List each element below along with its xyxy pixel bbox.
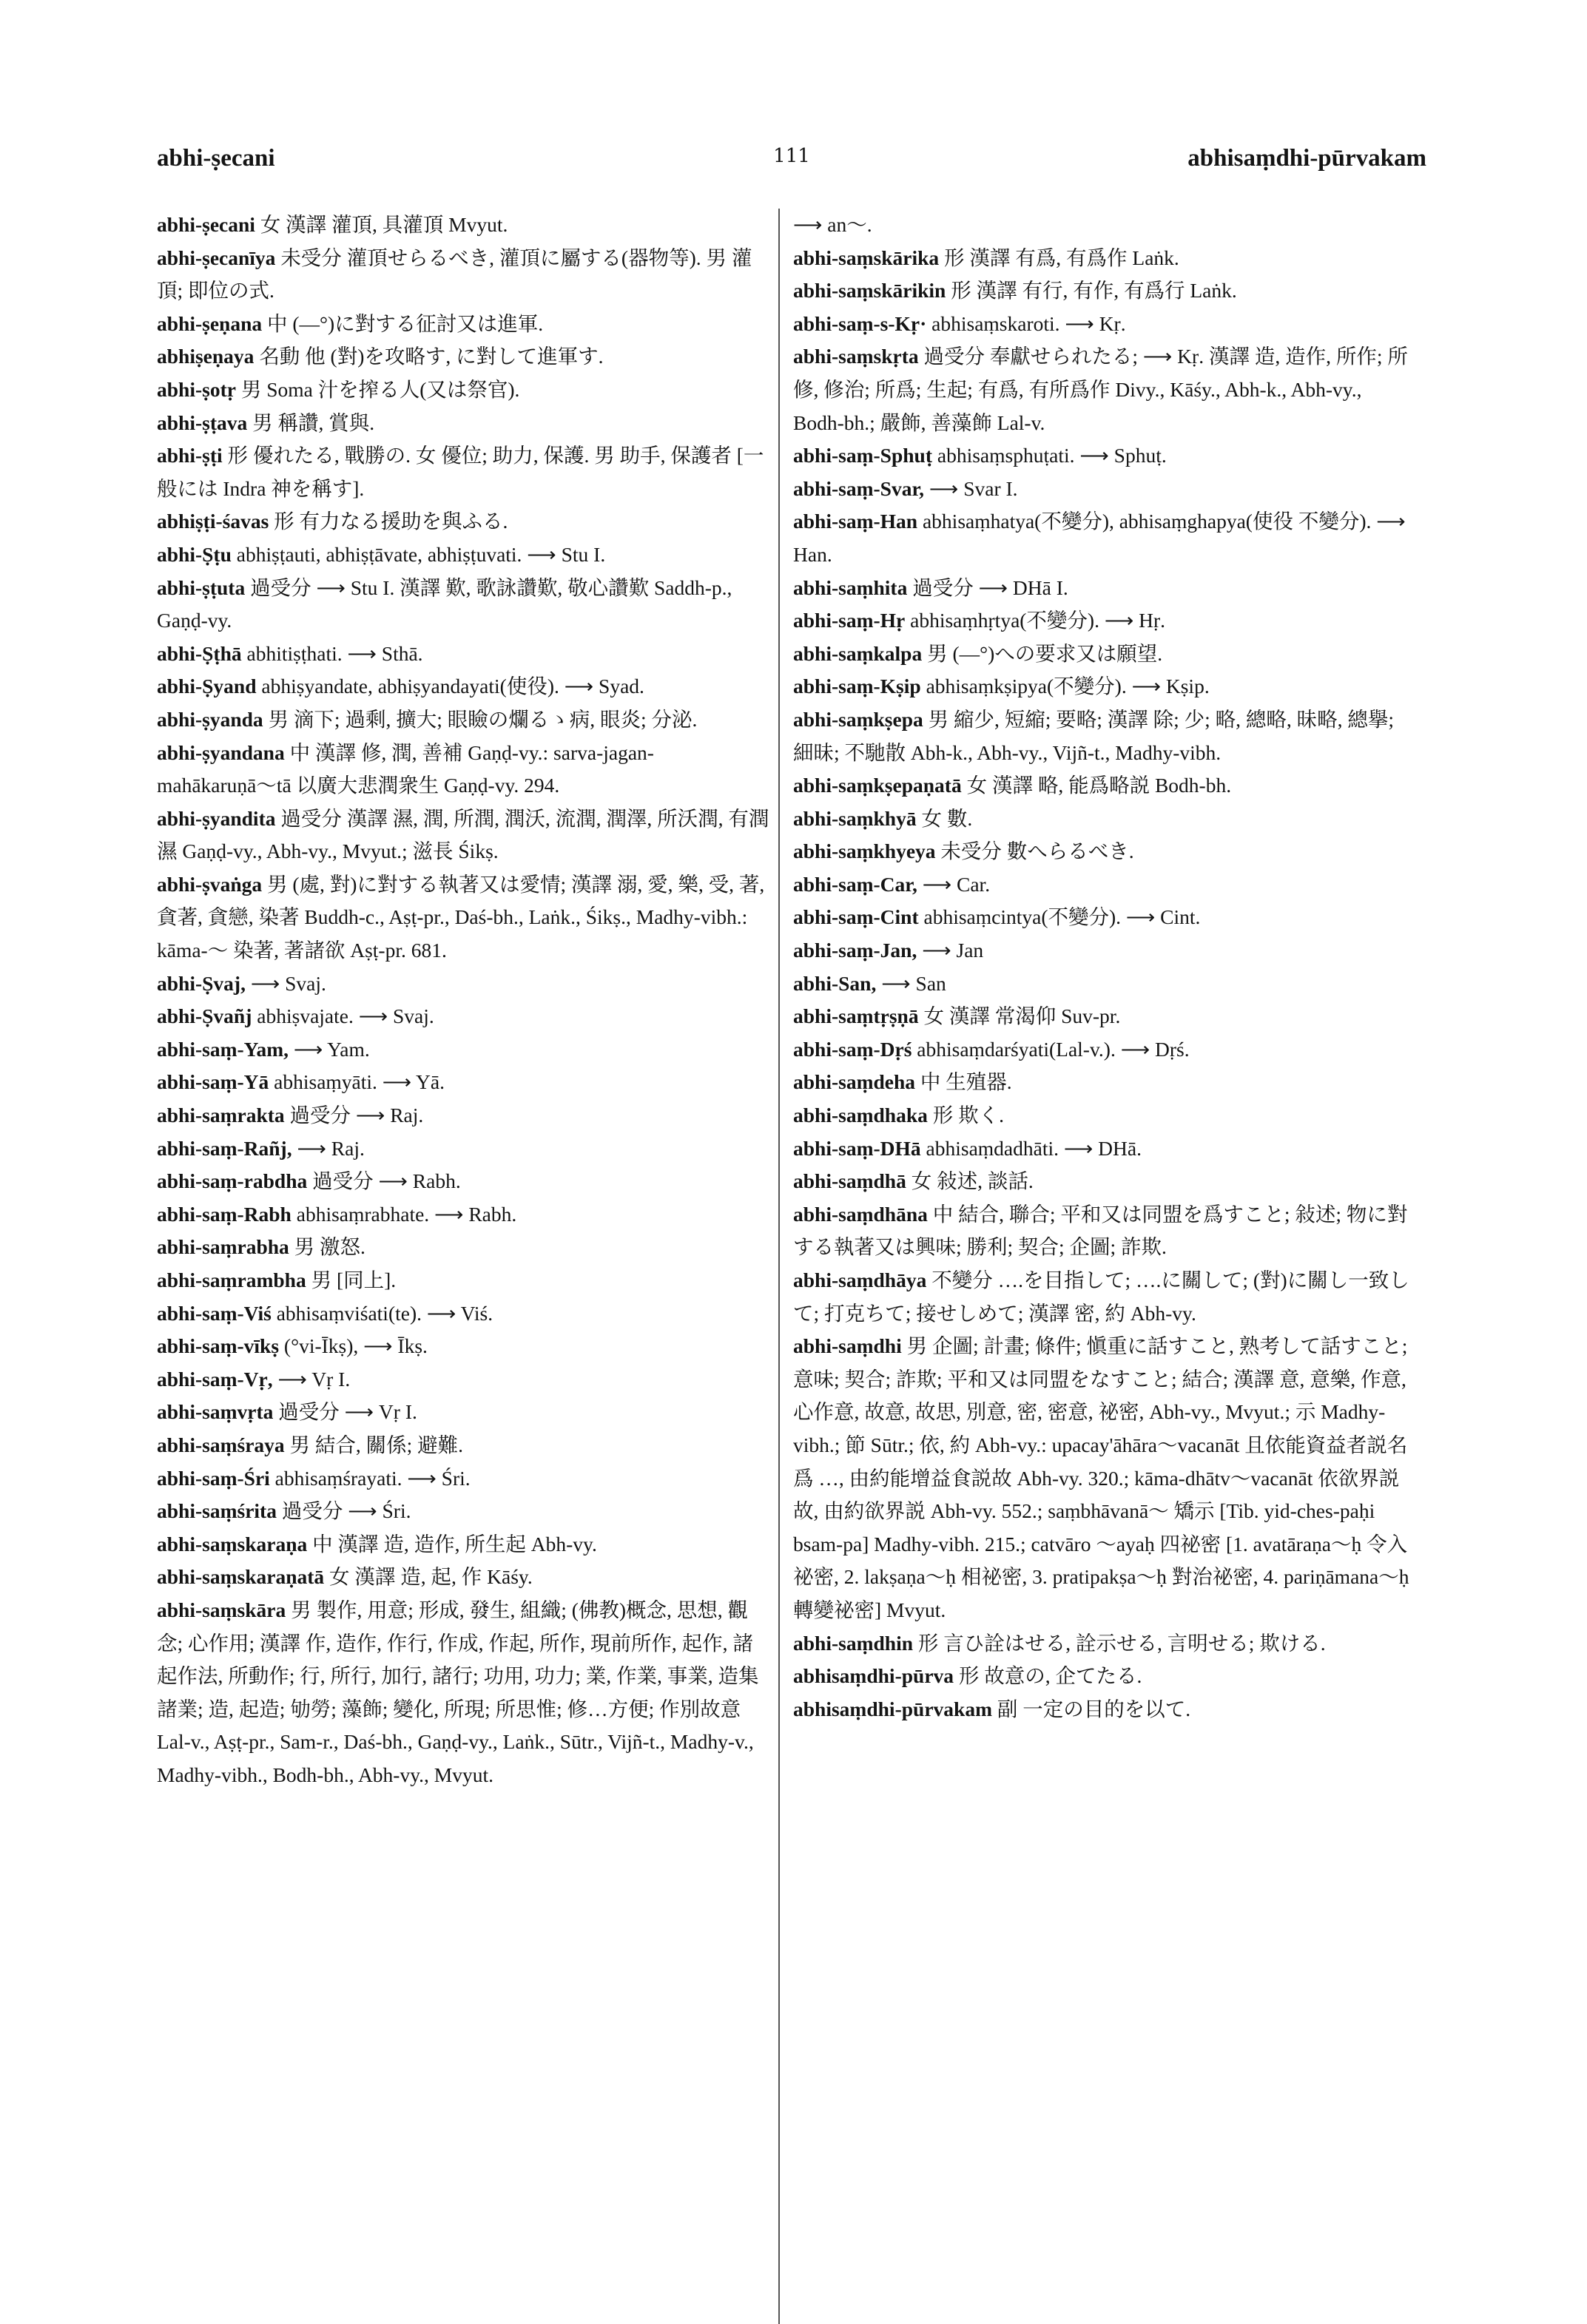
dictionary-entry: [793, 1198, 1415, 1264]
entry-definition: ⟶ San: [881, 971, 946, 995]
entry-headword: abhi-ṣvaṅga: [157, 872, 263, 896]
dictionary-entry: [793, 803, 1415, 836]
entry-headword: abhi-saṃ-rabdha: [157, 1169, 308, 1193]
entry-definition: 中 (—°)に對する征討又は進軍.: [267, 311, 544, 335]
entry-definition: abhiṣvajate. ⟶ Svaj.: [257, 1004, 434, 1028]
dictionary-entry: [157, 308, 771, 341]
dictionary-entry: [157, 803, 771, 868]
entry-definition: 形 故意の, 企てたる.: [958, 1664, 1142, 1688]
dictionary-entry: [793, 1330, 1415, 1627]
entry-headword: abhi-saṃ-Cint: [793, 905, 919, 929]
entry-headword: abhi-saṃhita: [793, 575, 908, 599]
dictionary-entry: [793, 209, 1415, 242]
dictionary-entry: [157, 439, 771, 505]
entry-headword: abhi-Ṣṭhā: [157, 641, 242, 665]
entry-headword: abhi-saṃkhyā: [793, 806, 917, 830]
entry-headword: abhi-saṃdhā: [793, 1169, 906, 1193]
dictionary-entry: [793, 835, 1415, 868]
column-divider: [778, 209, 780, 2324]
entry-definition: abhisaṃśrayati. ⟶ Śri.: [274, 1466, 471, 1490]
entry-headword: abhi-saṃ-Dṛś: [793, 1037, 912, 1061]
entry-definition: 女 漢譯 常渴仰 Suv-pr.: [923, 1004, 1121, 1028]
dictionary-entry: [157, 1528, 771, 1561]
dictionary-entry: [793, 604, 1415, 638]
entry-headword: abhi-saṃskaraṇa: [157, 1532, 308, 1555]
entry-headword: abhi-saṃkṣepa: [793, 707, 923, 731]
dictionary-entry: [793, 572, 1415, 605]
running-head-right: abhisaṃdhi-pūrvakam: [1187, 145, 1426, 172]
dictionary-entry: [157, 967, 771, 1001]
entry-headword: abhi-saṃdhaka: [793, 1104, 928, 1127]
entry-definition: 過受分 ⟶ Vṛ I.: [278, 1400, 417, 1424]
dictionary-entry: [793, 242, 1415, 275]
dictionary-entry: [793, 638, 1415, 671]
entry-definition: abhisaṃrabhate. ⟶ Rabh.: [296, 1202, 517, 1226]
entry-headword: abhi-ṣyanda: [157, 707, 263, 731]
dictionary-entry: [157, 1198, 771, 1232]
entry-headword: abhi-saṃ-Rabh: [157, 1202, 292, 1226]
dictionary-entry: [157, 737, 771, 803]
entry-headword: abhi-saṃśraya: [157, 1433, 285, 1456]
entry-definition: abhisaṃhṛtya(不變分). ⟶ Hṛ.: [910, 609, 1166, 632]
dictionary-entry: [157, 1363, 771, 1396]
page-header: [157, 145, 1426, 175]
dictionary-entry: [157, 1297, 771, 1331]
entry-headword: abhi-Ṣṭu: [157, 542, 232, 566]
entry-definition: 不變分 ….を目指して; ….に關して; (對)に關し一致して; 打克ちて; 接せしめて; 漢譯 密, 約 Abh-vy.: [793, 1269, 1409, 1325]
entry-definition: 中 結合, 聯合; 平和又は同盟を爲すこと; 敍述; 物に對する執著又は興味; 勝利; 契合; 企圖; 詐欺.: [793, 1202, 1408, 1259]
dictionary-entry: [793, 1066, 1415, 1099]
entry-definition: ⟶ Jan: [922, 939, 984, 962]
entry-definition: 中 漢譯 造, 造作, 所生起 Abh-vy.: [312, 1532, 597, 1555]
entry-headword: abhi-saṃdhāna: [793, 1202, 928, 1226]
dictionary-entry: [157, 1033, 771, 1067]
dictionary-entry: [157, 638, 771, 671]
dictionary-entry: [157, 1000, 771, 1033]
dictionary-entry: [793, 1033, 1415, 1067]
entry-headword: abhi-saṃ-Yam,: [157, 1037, 289, 1061]
dictionary-entry: [793, 703, 1415, 769]
dictionary-entry: [793, 901, 1415, 934]
entry-headword: abhi-saṃ-Han: [793, 510, 918, 533]
entry-definition: abhisaṃsphuṭati. ⟶ Sphuṭ.: [937, 444, 1167, 467]
entry-headword: abhi-saṃkalpa: [793, 641, 923, 665]
dictionary-entry: [157, 340, 771, 374]
dictionary-entry: [157, 1429, 771, 1462]
entry-headword: abhi-ṣṭi: [157, 444, 223, 467]
entry-headword: abhiṣeṇaya: [157, 345, 255, 368]
dictionary-entry: [157, 407, 771, 440]
entry-definition: 女 漢譯 造, 起, 作 Kāśy.: [329, 1565, 533, 1589]
entry-definition: 男 企圖; 計畫; 條件; 愼重に話すこと, 熟考して話すこと; 意味; 契合; 詐欺; 平和又は同盟をなすこと; 結合; 漢譯 意, 意樂, 作意, 心作意, 故意, 故思, 別意, 密, 密意, 祕密, Abh-vy., Mvyut.; 示 Madhy-vibh.; 節 Sūtr.; 依, 約 Abh-vy.: upacay'āhāra〜vacanāt 且依能資益者説名爲 …, 由約能增益食説故 Abh-vy. 320.; kāma-dhātv〜vacanāt 依欲界説故, 由約欲界説 Abh-vy. 552.; saṃbhāvanā〜 矯示 [Tib. yid-ches-paḥi bsam-pa] Madhy-vibh. 215.; catvāro 〜ayaḥ 四祕密 [1. avatāraṇa〜ḥ 令入祕密, 2. lakṣaṇa〜ḥ 相祕密, 3. pratipakṣa〜ḥ 對治祕密, 4. pariṇāmana〜ḥ 轉變祕密] Mvyut.: [793, 1334, 1409, 1621]
entry-definition: 過受分 ⟶ Raj.: [289, 1104, 424, 1127]
entry-definition: abhisaṃcintya(不變分). ⟶ Cint.: [923, 905, 1201, 929]
entry-headword: abhi-saṃ-Śri: [157, 1466, 270, 1490]
dictionary-entry: [157, 868, 771, 967]
dictionary-entry: [157, 1462, 771, 1496]
entry-headword: abhi-saṃskṛta: [793, 345, 919, 368]
dictionary-entry: [793, 967, 1415, 1001]
entry-headword: abhi-ṣyandita: [157, 806, 276, 830]
entry-headword: abhi-saṃ-Kṣip: [793, 675, 921, 698]
entry-definition: abhisaṃdarśyati(Lal-v.). ⟶ Dṛś.: [917, 1037, 1190, 1061]
entry-headword: abhi-ṣeṇana: [157, 311, 263, 335]
entry-definition: 形 欺く.: [932, 1104, 1005, 1127]
dictionary-entry: [157, 670, 771, 703]
entry-definition: ⟶ Svaj.: [250, 971, 326, 995]
entry-definition: abhitiṣṭhati. ⟶ Sthā.: [246, 641, 423, 665]
dictionary-entry: [793, 340, 1415, 439]
entry-headword: abhi-saṃ-DHā: [793, 1136, 921, 1160]
entry-definition: abhiṣṭauti, abhiṣṭāvate, abhiṣṭuvati. ⟶ Stu I.: [236, 542, 606, 566]
entry-headword: abhi-saṃ-Viś: [157, 1301, 272, 1325]
dictionary-entry: [157, 703, 771, 737]
entry-definition: 未受分 灌頂せらるべき, 灌頂に屬する(器物等). 男 灌頂; 即位の式.: [157, 246, 752, 303]
dictionary-entry: [793, 1627, 1415, 1661]
entry-definition: 男 滴下; 過剩, 擴大; 眼瞼の爛るゝ病, 眼炎; 分泌.: [268, 707, 698, 731]
entry-headword: abhi-ṣṭava: [157, 411, 248, 434]
dictionary-entry: [157, 1396, 771, 1429]
entry-definition: 中 漢譯 修, 潤, 善補 Gaṇḍ-vy.: sarva-jagan-mahākaruṇā〜tā 以廣大悲潤衆生 Gaṇḍ-vy. 294.: [157, 740, 654, 797]
entry-definition: 形 漢譯 有行, 有作, 有爲行 Laṅk.: [951, 279, 1237, 303]
entry-definition: ⟶ an〜.: [793, 213, 872, 236]
entry-headword: abhi-saṃ-Rañj,: [157, 1136, 292, 1160]
entry-definition: 男 縮少, 短縮; 要略; 漢譯 除; 少; 略, 總略, 昧略, 總擧; 細昧; 不馳散 Abh-k., Abh-vy., Vijñ-t., Madhy-vibh.: [793, 707, 1395, 764]
entry-headword: abhi-saṃskāra: [157, 1598, 286, 1621]
right-column: [793, 209, 1415, 1726]
entry-definition: 女 數.: [921, 806, 973, 830]
dictionary-entry: [793, 1264, 1415, 1330]
dictionary-entry: [793, 274, 1415, 308]
dictionary-entry: [157, 374, 771, 407]
entry-definition: 形 優れたる, 戰勝の. 女 優位; 助力, 保護. 男 助手, 保護者 [一般には Indra 神を稱す].: [157, 444, 764, 500]
entry-definition: 過受分 ⟶ Rabh.: [312, 1169, 461, 1193]
entry-definition: 過受分 漢譯 濕, 潤, 所潤, 潤沃, 流潤, 潤澤, 所沃潤, 有潤濕 Gaṇḍ-vy., Abh-vy., Mvyut.; 滋長 Śikṣ.: [157, 806, 769, 863]
dictionary-entry: [157, 1231, 771, 1264]
entry-definition: 男 (處, 對)に對する執著又は愛情; 漢譯 溺, 愛, 樂, 受, 著, 貪著, 貪戀, 染著 Buddh-c., Aṣṭ-pr., Daś-bh., Laṅk., Śikṣ., Madhy-vibh.: kāma-〜 染著, 著諸欲 Aṣṭ-pr. 681.: [157, 872, 765, 962]
entry-definition: ⟶ Raj.: [297, 1136, 365, 1160]
entry-definition: ⟶ Svar I.: [929, 476, 1018, 500]
dictionary-entry: [157, 1132, 771, 1166]
entry-headword: abhi-saṃskārikin: [793, 279, 946, 303]
running-head-left: abhi-ṣecani: [157, 145, 275, 172]
entry-headword: abhi-ṣṭuta: [157, 575, 246, 599]
page-number: 111: [773, 145, 810, 167]
entry-headword: abhi-saṃśrita: [157, 1499, 277, 1523]
dictionary-entry: [793, 769, 1415, 803]
entry-headword: abhi-ṣecani: [157, 213, 255, 236]
entry-headword: abhi-saṃtṛṣṇā: [793, 1004, 919, 1028]
dictionary-entry: [793, 1660, 1415, 1693]
entry-headword: abhi-saṃkṣepaṇatā: [793, 774, 962, 797]
entry-headword: abhi-saṃ-Hṛ: [793, 609, 906, 632]
entry-headword: abhi-saṃrabha: [157, 1235, 289, 1259]
entry-headword: abhi-saṃ-s-Kṛ·: [793, 311, 927, 335]
entry-definition: 男 製作, 用意; 形成, 發生, 組織; (佛教)概念, 思想, 觀念; 心作用; 漢譯 作, 造作, 作行, 作成, 作起, 所作, 現前所作, 起作, 諸起作法, 所動作; 行, 所行, 加行, 諸行; 功用, 功力; 業, 作業, 事業, 造集諸業; 造, 起造; 劬勞; 藻飾; 變化, 所現; 所思惟; 修…方便; 作別故意 Lal-v., Aṣṭ-pr., Sam-r., Daś-bh., Gaṇḍ-vy., Laṅk., Sūtr., Vijñ-t., Madhy-v., Madhy-vibh., Bodh-bh., Abh-vy., Mvyut.: [157, 1598, 759, 1786]
dictionary-entry: [793, 1000, 1415, 1033]
dictionary-entry: [157, 1594, 771, 1792]
dictionary-entry: [793, 308, 1415, 341]
dictionary-entry: [157, 1561, 771, 1594]
entry-definition: 男 結合, 關係; 避難.: [289, 1433, 464, 1456]
entry-headword: abhi-saṃdeha: [793, 1070, 916, 1094]
entry-headword: abhi-Ṣvaj,: [157, 971, 246, 995]
dictionary-entry: [157, 505, 771, 538]
entry-headword: abhi-saṃ-Yā: [157, 1070, 269, 1094]
entry-headword: abhi-ṣecanīya: [157, 246, 276, 269]
entry-definition: 過受分 ⟶ Stu I. 漢譯 歎, 歌詠讚歎, 敬心讚歎 Saddh-p., Gaṇḍ-vy.: [157, 575, 732, 632]
entry-definition: 中 生殖器.: [920, 1070, 1012, 1094]
dictionary-entry: [793, 868, 1415, 902]
entry-headword: abhi-ṣyandana: [157, 740, 285, 764]
dictionary-entry: [793, 439, 1415, 473]
entry-definition: abhisaṃskaroti. ⟶ Kṛ.: [931, 311, 1126, 335]
entry-headword: abhi-saṃrambha: [157, 1269, 306, 1291]
entry-headword: abhi-saṃrakta: [157, 1104, 285, 1127]
entry-definition: 女 漢譯 灌頂, 具灌頂 Mvyut.: [260, 213, 508, 236]
entry-definition: 名動 他 (對)を攻略す, に對して進軍す.: [259, 345, 604, 368]
entry-headword: abhi-saṃdhi: [793, 1334, 902, 1358]
entry-definition: 形 漢譯 有爲, 有爲作 Laṅk.: [944, 246, 1179, 269]
entry-headword: abhi-saṃ-Vṛ,: [157, 1367, 273, 1391]
entry-definition: 過受分 ⟶ DHā I.: [912, 575, 1068, 599]
entry-headword: abhi-San,: [793, 971, 877, 995]
dictionary-entry: [793, 670, 1415, 703]
entry-definition: 副 一定の目的を以て.: [997, 1697, 1191, 1720]
entry-definition: 男 Soma 汁を搾る人(又は祭官).: [240, 377, 520, 401]
entry-definition: ⟶ Yam.: [293, 1037, 370, 1061]
entry-definition: 形 言ひ詮はせる, 詮示せる, 言明せる; 欺ける.: [917, 1631, 1326, 1655]
entry-headword: abhiṣṭi-śavas: [157, 510, 269, 533]
entry-headword: abhi-Ṣvañj: [157, 1004, 252, 1028]
entry-definition: 過受分 奉獻せられたる; ⟶ Kṛ. 漢譯 造, 造作, 所作; 所修, 修治; 所爲; 生起; 有爲, 有所爲作 Divy., Kāśy., Abh-k., Abh-vy., Bodh-bh.; 嚴飾, 善藻飾 Lal-v.: [793, 345, 1408, 434]
dictionary-entry: [793, 1165, 1415, 1198]
entry-headword: abhi-saṃdhin: [793, 1631, 914, 1655]
dictionary-entry: [157, 242, 771, 308]
dictionary-entry: [157, 1099, 771, 1132]
entry-headword: abhi-saṃdhāya: [793, 1269, 927, 1291]
entry-headword: abhisaṃdhi-pūrvakam: [793, 1697, 992, 1720]
entry-headword: abhi-saṃ-Jan,: [793, 939, 917, 962]
entry-definition: 過受分 ⟶ Śri.: [281, 1499, 411, 1523]
dictionary-entry: [793, 1693, 1415, 1726]
entry-definition: 形 有力なる援助を與ふる.: [274, 510, 508, 533]
dictionary-entry: [157, 1165, 771, 1198]
entry-headword: abhi-Ṣyand: [157, 675, 257, 698]
entry-definition: ⟶ Car.: [922, 872, 991, 896]
dictionary-entry: [157, 572, 771, 638]
dictionary-entry: [157, 538, 771, 572]
dictionary-entry: [793, 1132, 1415, 1166]
dictionary-entry: [793, 473, 1415, 506]
entry-definition: 男 激怒.: [294, 1235, 365, 1259]
entry-definition: 女 敍述, 談話.: [911, 1169, 1034, 1193]
dictionary-entry: [157, 1330, 771, 1363]
entry-definition: ⟶ Vṛ I.: [277, 1367, 351, 1391]
entry-definition: 男 [同上].: [311, 1269, 397, 1291]
dictionary-entry: [793, 1099, 1415, 1132]
entry-definition: abhisaṃhatya(不變分), abhisaṃghapya(使役 不變分). ⟶ Han.: [793, 510, 1406, 566]
entry-headword: abhi-saṃskārika: [793, 246, 940, 269]
entry-definition: abhisaṃdadhāti. ⟶ DHā.: [926, 1136, 1142, 1160]
entry-definition: 男 (—°)への要求又は願望.: [927, 641, 1163, 665]
entry-definition: abhisaṃviśati(te). ⟶ Viś.: [276, 1301, 493, 1325]
entry-headword: abhi-saṃskaraṇatā: [157, 1565, 325, 1589]
entry-headword: abhi-ṣotṛ: [157, 377, 236, 401]
dictionary-entry: [157, 1066, 771, 1099]
entry-headword: abhi-saṃkhyeya: [793, 840, 936, 863]
dictionary-entry: [157, 1264, 771, 1297]
dictionary-entry: [157, 1495, 771, 1528]
entry-definition: 未受分 數へらるべき.: [940, 840, 1134, 863]
entry-definition: (°vi-Īkṣ), ⟶ Īkṣ.: [283, 1334, 428, 1358]
entry-definition: 男 稱讚, 賞與.: [252, 411, 375, 434]
entry-headword: abhi-saṃ-Svar,: [793, 476, 925, 500]
entry-definition: abhiṣyandate, abhiṣyandayati(使役). ⟶ Syad.: [261, 675, 644, 698]
entry-definition: abhisaṃkṣipya(不變分). ⟶ Kṣip.: [926, 675, 1210, 698]
entry-headword: abhisaṃdhi-pūrva: [793, 1664, 954, 1688]
entry-headword: abhi-saṃvṛta: [157, 1400, 274, 1424]
dictionary-entry: [157, 209, 771, 242]
dictionary-entry: [793, 505, 1415, 571]
entry-definition: abhisaṃyāti. ⟶ Yā.: [274, 1070, 445, 1094]
entry-definition: 女 漢譯 略, 能爲略説 Bodh-bh.: [966, 774, 1232, 797]
left-column: [157, 209, 771, 1792]
entry-headword: abhi-saṃ-vīkṣ: [157, 1334, 280, 1358]
entry-headword: abhi-saṃ-Car,: [793, 872, 917, 896]
entry-headword: abhi-saṃ-Sphuṭ: [793, 444, 932, 467]
dictionary-entry: [793, 934, 1415, 967]
